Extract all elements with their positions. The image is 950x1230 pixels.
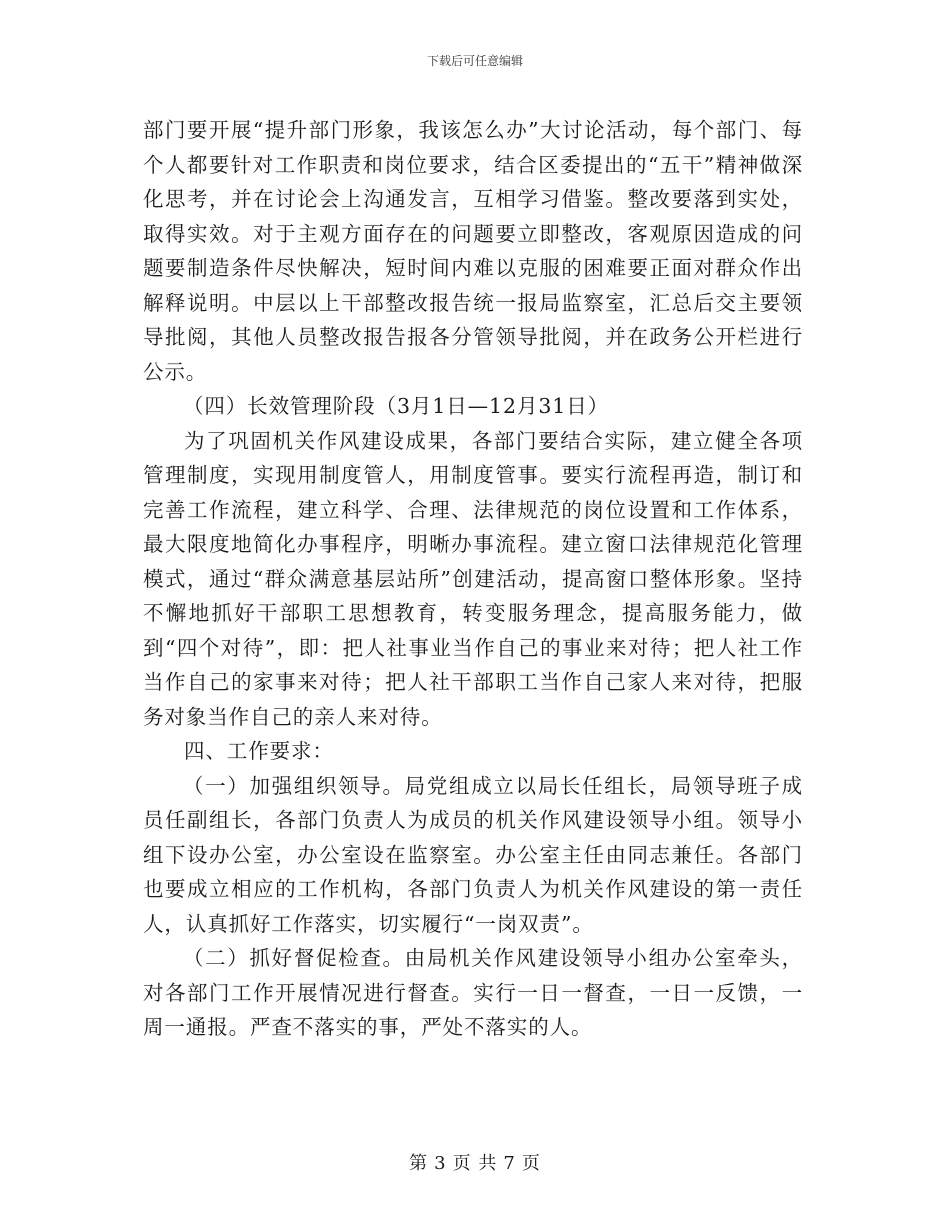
footer-suffix: 页 <box>521 1153 541 1174</box>
section-heading-work-requirements: 四、工作要求： <box>184 739 334 763</box>
paragraph-long-term-management: 为了巩固机关作风建设成果，各部门要结合实际，建立健全各项管理制度，实现用制度管人，用制度管事。要实行流程再造，制订和完善工作流程，建立科学、合理、法律规范的岗位设置和工作体系，最大限度地简化办事程序，明晰办事流程。建立窗口法律规范化管理模式，通过“群众满意基层站所”创建活动，提高窗口整体形象。坚持不懈地抓好干部职工思想教育，转变服务理念，提高服务能力，做到“四个对待”，即：把人社事业当作自己的事业来对待；把人社工作当作自己的家事来对待；把人社干部职工当作自己家人来对待，把服务对象当作自己的亲人来对待。 <box>143 428 803 729</box>
paragraph-organization-leadership: （一）加强组织领导。局党组成立以局长任组长，局领导班子成员任副组长，各部门负责人为成员的机关作风建设领导小组。领导小组下设办公室，办公室设在监察室。办公室主任由同志兼任。各部门也要成立相应的工作机构，各部门负责人为机关作风建设的第一责任人，认真抓好工作落实，切实履行“一岗双责”。 <box>143 773 803 936</box>
paragraph-supervision-inspection: （二）抓好督促检查。由局机关作风建设领导小组办公室牵头，对各部门工作开展情况进行督查。实行一日一督查，一日一反馈，一周一通报。严查不落实的事，严处不落实的人。 <box>143 946 803 1039</box>
document-body <box>143 113 803 1045</box>
page-header: 下载后可任意编辑 <box>426 54 523 68</box>
footer-prefix: 第 <box>409 1153 429 1174</box>
section-heading-long-term-management: （四）长效管理阶段（3月1日—12月31日） <box>182 394 610 418</box>
page-footer <box>0 1153 950 1175</box>
footer-middle: 页 共 <box>452 1153 498 1174</box>
footer-total-pages: 7 <box>503 1153 516 1174</box>
paragraph-continuation: 部门要开展“提升部门形象，我该怎么办”大讨论活动，每个部门、每个人都要针对工作职责和岗位要求，结合区委提出的“五干”精神做深化思考，并在讨论会上沟通发言，互相学习借鉴。整改要落到实处，取得实效。对于主观方面存在的问题要立即整改，客观原因造成的问题要制造条件尽快解决，短时间内难以克服的困难要正面对群众作出解释说明。中层以上干部整改报告统一报局监察室，汇总后交主要领导批阅，其他人员整改报告报各分管领导批阅，并在政务公开栏进行公示。 <box>143 118 803 384</box>
footer-page-number: 3 <box>434 1153 447 1174</box>
